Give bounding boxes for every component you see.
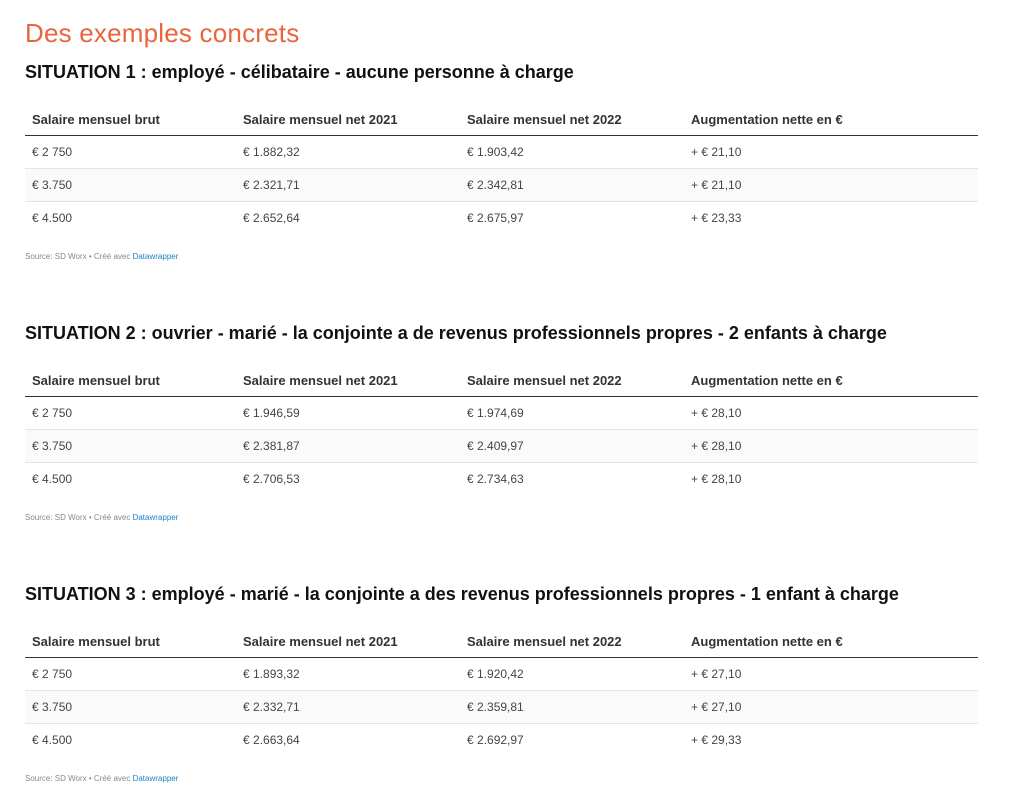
table-row — [25, 658, 978, 691]
table-row — [25, 430, 978, 463]
table-row — [25, 136, 978, 169]
cell-net-2021: € 2.706,53 — [243, 472, 300, 486]
table-header-row — [25, 104, 978, 136]
cell-net-2022: € 2.675,97 — [467, 211, 524, 225]
source-text: Source: SD Worx • Créé avec — [25, 774, 133, 783]
cell-brut: € 2 750 — [25, 397, 236, 430]
table-header-row — [25, 626, 978, 658]
situation-3-table — [25, 626, 978, 756]
cell-net-2021: € 1.946,59 — [236, 397, 460, 430]
cell-augmentation: + € 29,33 — [691, 733, 742, 747]
cell-net-2022: € 2.342,81 — [460, 169, 684, 202]
cell-brut: € 4.500 — [32, 211, 73, 225]
situation-1-title: SITUATION 1 : employé - célibataire - aucune personne à charge — [25, 62, 574, 82]
cell-net-2022: € 2.409,97 — [460, 430, 684, 463]
column-header-brut: Salaire mensuel brut — [25, 365, 236, 397]
cell-brut: € 3.750 — [25, 430, 236, 463]
table-row — [25, 463, 978, 496]
situation-2-title: SITUATION 2 : ouvrier - marié - la conjointe a de revenus professionnels propres - 2 enfants à charge — [25, 323, 887, 343]
table-row — [25, 397, 978, 430]
cell-net-2021: € 2.321,71 — [236, 169, 460, 202]
column-header-net-2021: Salaire mensuel net 2021 — [236, 104, 460, 136]
cell-net-2022: € 1.920,42 — [460, 658, 684, 691]
column-header-brut: Salaire mensuel brut — [25, 626, 236, 658]
column-header-augmentation: Augmentation nette en € — [684, 104, 978, 136]
column-header-net-2022: Salaire mensuel net 2022 — [460, 626, 684, 658]
table-header-row — [25, 365, 978, 397]
column-header-brut: Salaire mensuel brut — [25, 104, 236, 136]
cell-net-2021: € 2.381,87 — [236, 430, 460, 463]
cell-net-2022: € 1.974,69 — [460, 397, 684, 430]
table-row — [25, 202, 978, 235]
source-note — [25, 513, 978, 523]
page-title: Des exemples concrets — [25, 18, 300, 48]
datawrapper-link[interactable]: Datawrapper — [132, 513, 179, 522]
datawrapper-link[interactable]: Datawrapper — [132, 774, 179, 783]
column-header-augmentation: Augmentation nette en € — [684, 626, 978, 658]
datawrapper-link[interactable]: Datawrapper — [132, 252, 179, 261]
cell-brut: € 3.750 — [25, 169, 236, 202]
cell-augmentation: + € 28,10 — [684, 397, 978, 430]
column-header-net-2022: Salaire mensuel net 2022 — [460, 365, 684, 397]
situation-2-table — [25, 365, 978, 495]
cell-augmentation: + € 21,10 — [684, 169, 978, 202]
column-header-augmentation: Augmentation nette en € — [684, 365, 978, 397]
cell-augmentation: + € 27,10 — [684, 691, 978, 724]
cell-net-2022: € 2.692,97 — [467, 733, 524, 747]
cell-augmentation: + € 21,10 — [684, 136, 978, 169]
cell-net-2021: € 1.882,32 — [236, 136, 460, 169]
cell-augmentation: + € 28,10 — [684, 430, 978, 463]
source-note — [25, 774, 978, 784]
table-row — [25, 169, 978, 202]
cell-net-2022: € 1.903,42 — [460, 136, 684, 169]
column-header-net-2022: Salaire mensuel net 2022 — [460, 104, 684, 136]
cell-net-2022: € 2.359,81 — [460, 691, 684, 724]
cell-net-2021: € 1.893,32 — [236, 658, 460, 691]
cell-brut: € 2 750 — [25, 136, 236, 169]
cell-brut: € 4.500 — [32, 472, 73, 486]
column-header-net-2021: Salaire mensuel net 2021 — [236, 365, 460, 397]
situation-1-table — [25, 104, 978, 234]
source-note — [25, 252, 978, 262]
cell-net-2021: € 2.663,64 — [243, 733, 300, 747]
situation-3-section — [25, 583, 978, 784]
cell-net-2021: € 2.652,64 — [243, 211, 300, 225]
situation-2-section — [25, 322, 978, 523]
cell-augmentation: + € 27,10 — [684, 658, 978, 691]
situation-3-title: SITUATION 3 : employé - marié - la conjointe a des revenus professionnels propres - 1 enfant à charge — [25, 584, 899, 604]
column-header-net-2021: Salaire mensuel net 2021 — [236, 626, 460, 658]
cell-augmentation: + € 28,10 — [691, 472, 742, 486]
cell-brut: € 2 750 — [25, 658, 236, 691]
cell-augmentation: + € 23,33 — [691, 211, 742, 225]
table-row — [25, 691, 978, 724]
table-row — [25, 724, 978, 757]
cell-net-2022: € 2.734,63 — [467, 472, 524, 486]
cell-brut: € 3.750 — [25, 691, 236, 724]
cell-brut: € 4.500 — [32, 733, 73, 747]
situation-1-section — [25, 61, 978, 262]
cell-net-2021: € 2.332,71 — [236, 691, 460, 724]
source-text: Source: SD Worx • Créé avec — [25, 252, 133, 261]
source-text: Source: SD Worx • Créé avec — [25, 513, 133, 522]
